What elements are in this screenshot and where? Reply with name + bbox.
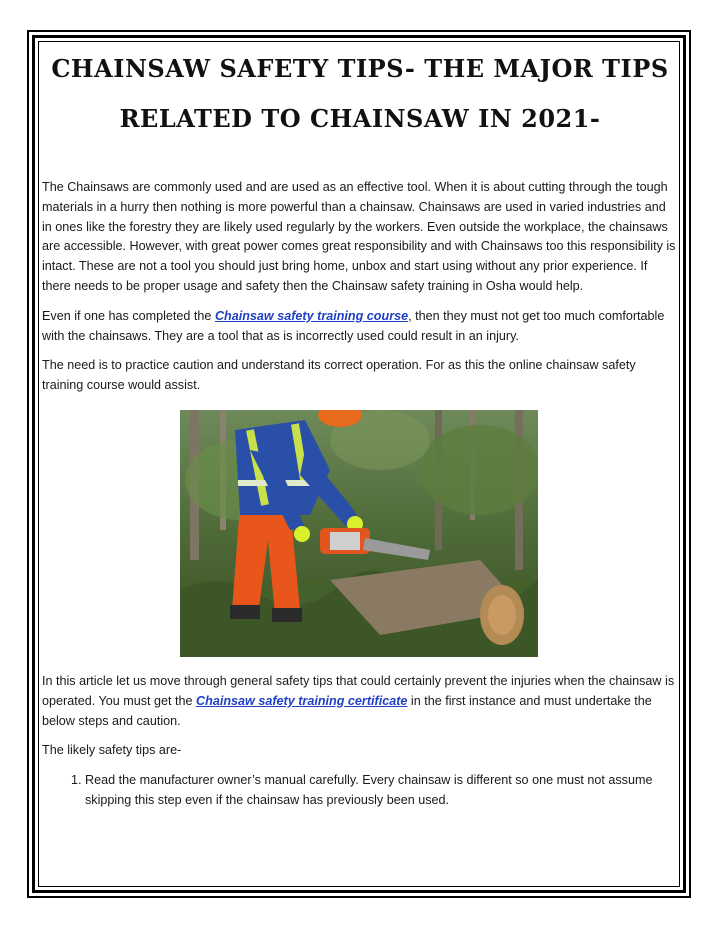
paragraph4-text-start: In this article let us move through general safety tips that could certainly prevent the injuries when the chainsaw is operated. You must get the bbox=[42, 673, 675, 708]
training-course-paragraph bbox=[42, 307, 678, 347]
tips-intro: The likely safety tips are- bbox=[42, 743, 182, 758]
list-item: 1. Read the manufacturer owner’s manual carefully. Every chainsaw is different so one must not assume skipping this step even if the chainsaw has previously been used. bbox=[85, 771, 678, 811]
document-title bbox=[42, 44, 678, 144]
training-certificate-link[interactable]: Chainsaw safety training certificate bbox=[196, 693, 408, 708]
title-line-1: CHAINSAW SAFETY TIPS- THE MAJOR TIPS bbox=[51, 54, 669, 83]
title-line-2: RELATED TO CHAINSAW IN 2021- bbox=[119, 104, 601, 133]
caution-paragraph: The need is to practice caution and understand its correct operation. For as this the online chainsaw safety training course would assist. bbox=[42, 358, 636, 393]
document-body bbox=[42, 44, 678, 811]
training-course-link[interactable]: Chainsaw safety training course bbox=[214, 308, 409, 323]
paragraph2-text-end: , then they must not get too much comfortable with the chainsaws. They are a tool that as is incorrectly used could result in an injury. bbox=[42, 308, 665, 343]
chainsaw-worker-photo bbox=[180, 410, 538, 657]
paragraph4-text-end: in the first instance and must undertake the below steps and caution. bbox=[42, 693, 652, 728]
intro-paragraph: The Chainsaws are commonly used and are used as an effective tool. When it is about cutting through the tough materials in a hurry then nothing is more powerful than a chainsaw. Chainsaws are used in varied industries and in ones like the forestry they are likely used regularly by the workers. Even outside the workplace, the chainsaws are accessible. However, with great power comes great responsibility and with Chainsaws too this responsibility is intact. These are not a tool you should just bring home, unbox and start using without any prior experience. If there needs to be proper usage and safety then the Chainsaw safety training in Osha would help. bbox=[42, 180, 676, 293]
article-intro-paragraph bbox=[42, 672, 678, 731]
safety-tips-list bbox=[42, 771, 678, 811]
paragraph2-text-start: Even if one has completed the bbox=[42, 308, 215, 323]
